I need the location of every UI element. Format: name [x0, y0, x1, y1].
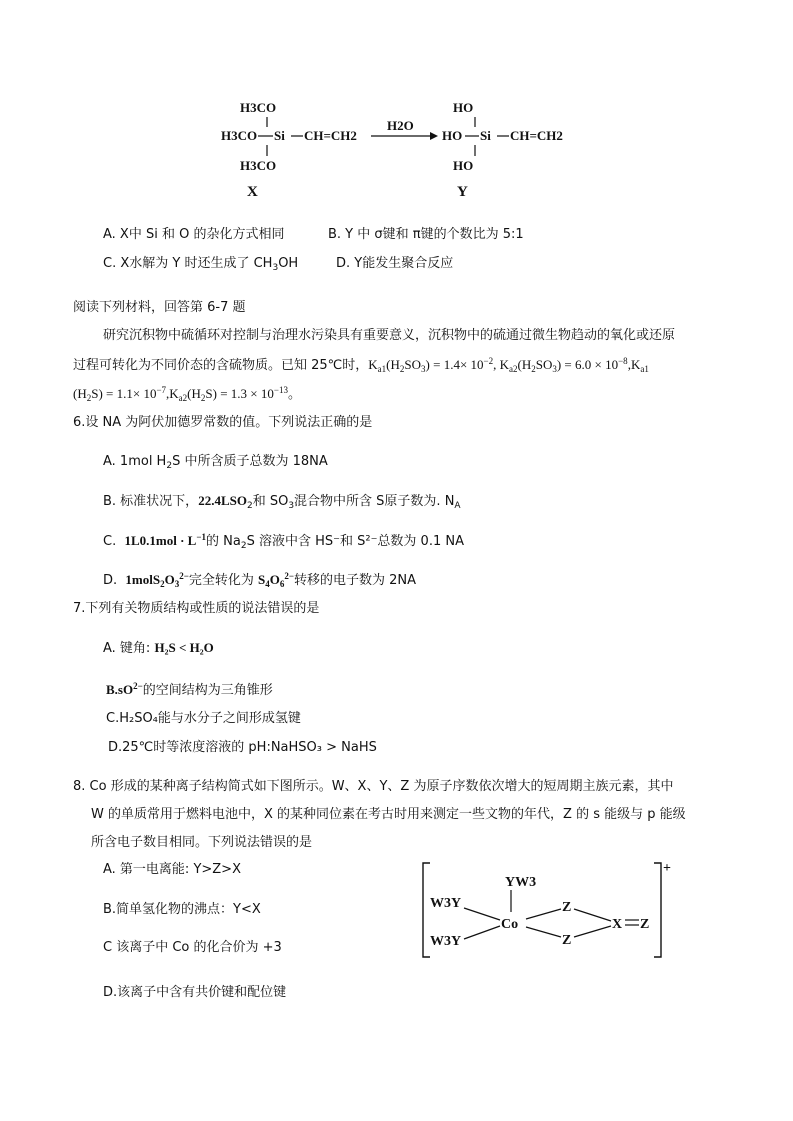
- y-group-bottom: HO: [453, 158, 474, 173]
- ion-x: X: [612, 917, 623, 932]
- q6-option-b-chem: 22.4LSO: [198, 493, 247, 508]
- q6-option-b: B. 标准状况下，$22.4LSO_2$和 $SO_3$混合物中所含 S原子数为. $N_A$: [103, 493, 461, 511]
- ion-left-bottom-group: W3Y: [430, 934, 462, 949]
- q7-option-c: C.H₂SO₄能与水分子之间形成氢键: [106, 711, 301, 726]
- q6-option-c: C. $1L0.1mol \cdot L^{-1}$的 $Na_2S$ 溶液中含 HS⁻和 S²⁻总数为 0.1 NA: [103, 532, 464, 551]
- ion-left-top-group: W3Y: [430, 896, 462, 911]
- q6-option-c-pre: C.: [103, 534, 117, 549]
- q5-option-a: A. X中 Si 和 O 的杂化方式相同: [103, 227, 285, 242]
- y-label: Y: [457, 184, 468, 200]
- q7-option-b-text: 的空间结构为三角锥形: [142, 683, 273, 698]
- right-bracket: [654, 863, 661, 957]
- cobalt-complex-ion-diagram: [418, 856, 680, 964]
- x-group-bottom: H3CO: [240, 158, 277, 173]
- ion-charge: +: [663, 861, 671, 876]
- q6-option-d-pre: D.: [103, 573, 118, 588]
- ka1-h2so3: $K_{a1}(H_2SO_3) = 1.4\times 10^{-2}$, $K_{a2}(H_2SO_3) = 6.0 \times 10^{-8},K_{a1}$: [368, 356, 649, 374]
- q7-option-a-chem: H₂S < H₂O: [154, 640, 214, 655]
- q6-option-b-mid: 和 SO: [252, 494, 289, 509]
- q6-option-d-mid: 完全转化为: [188, 573, 254, 588]
- q5-option-c: [103, 255, 298, 273]
- q8-option-b: B.简单氢化物的沸点：Y<X: [103, 902, 261, 917]
- y-silicon: Si: [480, 128, 491, 143]
- ion-z-terminal: Z: [640, 917, 650, 932]
- q6-option-b-sub: A: [454, 501, 461, 511]
- q6-option-d-post: 转移的电子数为 2NA: [294, 573, 417, 588]
- q6-option-a-pre: A. 1mol H: [103, 454, 167, 469]
- q6-option-d-chem: 1molS: [125, 572, 161, 587]
- q7-option-a-pre: A. 键角:: [103, 641, 151, 656]
- y-group-left: HO: [442, 128, 463, 143]
- x-group-left: H3CO: [221, 128, 258, 143]
- q7-option-b: $B.sO^{2-}$的空间结构为三角锥形: [106, 681, 273, 698]
- hydrolysis-reaction-diagram: [215, 92, 585, 207]
- ion-top-group: YW3: [505, 875, 537, 890]
- ion-z-bottom: Z: [562, 933, 572, 948]
- q8-stem-line-1: 8. Co 形成的某种离子结构简式如下图所示。W、X、Y、Z 为原子序数依次增大的短周期主族元素，其中: [73, 779, 674, 794]
- q6-option-c-post: S 溶液中含 HS⁻和 S²⁻总数为 0.1 NA: [246, 534, 464, 549]
- x-vinyl-chain: CH=CH2: [304, 128, 357, 143]
- q5-option-c-pre: C. X水解为 Y 时还生成了 CH: [103, 256, 273, 271]
- x-group-top: H3CO: [240, 100, 277, 115]
- x-silicon: Si: [274, 128, 285, 143]
- q8-option-c: C 该离子中 Co 的化合价为 +3: [103, 940, 282, 955]
- left-bracket: [423, 863, 430, 957]
- passage-intro: 阅读下列材料，回答第 6-7 题: [73, 300, 246, 315]
- q7-option-b-pre: B.sO: [106, 682, 134, 697]
- q7-stem: 7.下列有关物质结构或性质的说法错误的是: [73, 601, 320, 616]
- passage-line-2-text: 过程可转化为不同价态的含硫物质。已知 25℃时，: [73, 358, 369, 373]
- q6-stem: 6.设 NA 为阿伏加德罗常数的值。下列说法正确的是: [73, 415, 373, 430]
- q5-option-c-sub: 3: [272, 263, 279, 273]
- q8-stem-line-3: 所含电子数目相同。下列说法错误的是: [91, 835, 313, 850]
- y-vinyl-chain: CH=CH2: [510, 128, 563, 143]
- passage-line-3: $(H_2S) = 1.1\times 10^{-7},K_{a2}(H_2S) = 1.3 \times 10^{-13}$。: [73, 385, 301, 403]
- q6-option-a-post: S 中所含质子总数为 18NA: [172, 454, 328, 469]
- q5-option-d: D. Y能发生聚合反应: [336, 256, 454, 271]
- q6-option-d: D. $1molS_2O_3^{2-}$完全转化为 $S_4O_6^{2-}$转移的电子数为 2NA: [103, 571, 417, 589]
- q6-option-b-post: 混合物中所含 S原子数为. N: [294, 494, 455, 509]
- passage-line-1: 研究沉积物中硫循环对控制与治理水污染具有重要意义，沉积物中的硫通过微生物趋动的氧化或还原: [103, 328, 676, 343]
- passage-line-2: [73, 356, 649, 375]
- ka2-h2s: 1.3 × 10: [230, 386, 274, 401]
- q5-option-c-post: OH: [278, 256, 299, 271]
- q5-option-b: B. Y 中 σ键和 π键的个数比为 5:1: [328, 227, 524, 242]
- ion-cobalt: Co: [501, 917, 519, 932]
- reaction-reagent: H2O: [387, 118, 414, 133]
- q7-option-a: [103, 639, 214, 658]
- q7-option-d: D.25℃时等浓度溶液的 pH:NaHSO₃ > NaHS: [108, 740, 377, 755]
- x-label: X: [247, 184, 258, 200]
- q8-stem-line-2: W 的单质常用于燃料电池中，X 的某种同位素在考古时用来测定一些文物的年代，Z 的 s 能级与 p 能级: [91, 807, 686, 822]
- q6-option-c-chem: 1L0.1mol · L: [124, 533, 197, 548]
- ion-z-top: Z: [562, 900, 572, 915]
- ka1-h2s: 1.1× 10: [116, 386, 157, 401]
- q6-option-b-pre: B. 标准状况下，: [103, 494, 199, 509]
- q8-option-a: A. 第一电离能: Y>Z>X: [103, 862, 241, 877]
- q6-option-c-mid: 的 Na: [206, 534, 241, 549]
- q8-option-d: D.该离子中含有共价键和配位键: [103, 985, 287, 1000]
- q6-option-a: A. 1mol $H_2S$ 中所含质子总数为 18NA: [103, 454, 328, 471]
- y-group-top: HO: [453, 100, 474, 115]
